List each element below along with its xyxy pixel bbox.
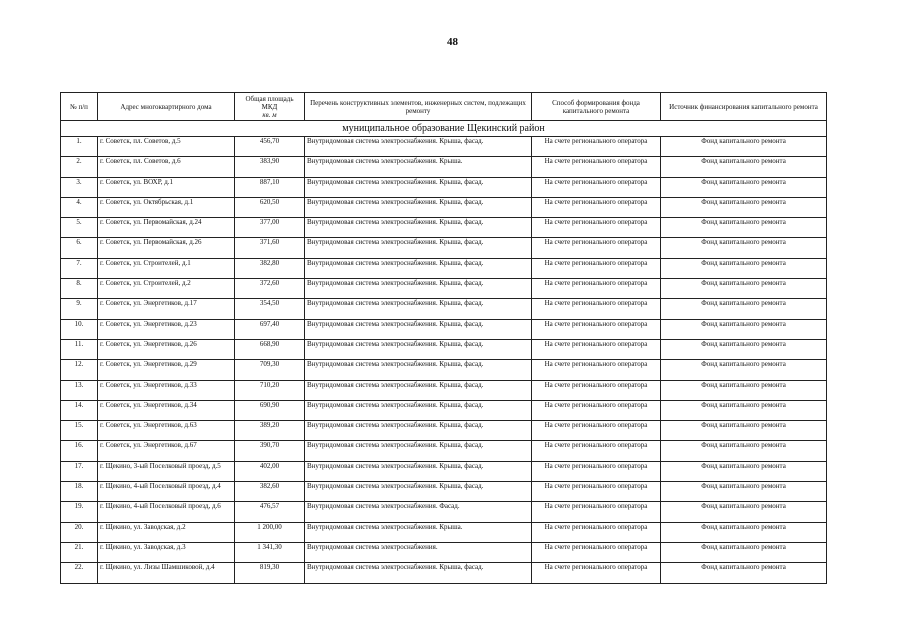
- row-address: г. Советск, ул. Энергетиков, д.29: [98, 360, 235, 380]
- row-method: На счете регионального оператора: [532, 279, 661, 299]
- row-method: На счете регионального оператора: [532, 218, 661, 238]
- table-body: [61, 121, 827, 584]
- row-area: 476,57: [235, 502, 305, 522]
- row-num: 16.: [61, 441, 98, 461]
- row-area: 354,50: [235, 299, 305, 319]
- row-num: 6.: [61, 238, 98, 258]
- row-method: На счете регионального оператора: [532, 542, 661, 562]
- row-method: На счете регионального оператора: [532, 441, 661, 461]
- row-num: 22.: [61, 563, 98, 583]
- region-row: [61, 121, 827, 137]
- table-row: [61, 522, 827, 542]
- row-address: г. Советск, ул. Энергетиков, д.23: [98, 319, 235, 339]
- row-num: 1.: [61, 137, 98, 157]
- row-num: 5.: [61, 218, 98, 238]
- row-num: 13.: [61, 380, 98, 400]
- row-area: 390,70: [235, 441, 305, 461]
- repair-table: [60, 92, 827, 584]
- row-elements: Внутридомовая система электроснабжения. Крыша, фасад.: [305, 299, 532, 319]
- row-address: г. Щекино, 4-ый Поселковый проезд, д.6: [98, 502, 235, 522]
- row-area: 887,10: [235, 177, 305, 197]
- row-elements: Внутридомовая система электроснабжения. Крыша, фасад.: [305, 197, 532, 217]
- row-address: г. Щекино, ул. Лизы Шамшиковой, д.4: [98, 563, 235, 583]
- row-method: На счете регионального оператора: [532, 360, 661, 380]
- row-num: 18.: [61, 482, 98, 502]
- row-num: 15.: [61, 421, 98, 441]
- row-num: 12.: [61, 360, 98, 380]
- table-row: [61, 218, 827, 238]
- row-address: г. Советск, ул. Энергетиков, д.26: [98, 339, 235, 359]
- row-elements: Внутридомовая система электроснабжения. Крыша, фасад.: [305, 177, 532, 197]
- row-num: 14.: [61, 400, 98, 420]
- row-address: г. Советск, ул. Энергетиков, д.17: [98, 299, 235, 319]
- row-source: Фонд капитального ремонта: [661, 400, 827, 420]
- table-row: [61, 258, 827, 278]
- row-source: Фонд капитального ремонта: [661, 157, 827, 177]
- row-elements: Внутридомовая система электроснабжения. Крыша, фасад.: [305, 339, 532, 359]
- row-address: г. Советск, ул. ВОХР, д.1: [98, 177, 235, 197]
- row-elements: Внутридомовая система электроснабжения. Фасад.: [305, 502, 532, 522]
- row-method: На счете регионального оператора: [532, 197, 661, 217]
- row-area: 1 200,00: [235, 522, 305, 542]
- table-header-row: [61, 93, 827, 121]
- region-title: муниципальное образование Щекинский район: [61, 121, 827, 137]
- table-row: [61, 238, 827, 258]
- row-elements: Внутридомовая система электроснабжения. Крыша, фасад.: [305, 421, 532, 441]
- row-area: 1 341,30: [235, 542, 305, 562]
- row-source: Фонд капитального ремонта: [661, 542, 827, 562]
- table-row: [61, 137, 827, 157]
- table-row: [61, 279, 827, 299]
- table-row: [61, 461, 827, 481]
- row-address: г. Советск, ул. Октябрьская, д.1: [98, 197, 235, 217]
- row-num: 20.: [61, 522, 98, 542]
- row-elements: Внутридомовая система электроснабжения. Крыша, фасад.: [305, 400, 532, 420]
- row-source: Фонд капитального ремонта: [661, 339, 827, 359]
- row-num: 3.: [61, 177, 98, 197]
- row-source: Фонд капитального ремонта: [661, 421, 827, 441]
- table-row: [61, 157, 827, 177]
- row-elements: Внутридомовая система электроснабжения. Крыша, фасад.: [305, 441, 532, 461]
- row-elements: Внутридомовая система электроснабжения. Крыша, фасад.: [305, 279, 532, 299]
- row-elements: Внутридомовая система электроснабжения. Крыша, фасад.: [305, 319, 532, 339]
- header-elements: Перечень конструктивных элементов, инженерных систем, подлежащих ремонту: [305, 93, 532, 121]
- header-source: Источник финансирования капитального ремонта: [661, 93, 827, 121]
- row-elements: Внутридомовая система электроснабжения. Крыша.: [305, 157, 532, 177]
- row-num: 8.: [61, 279, 98, 299]
- row-elements: Внутридомовая система электроснабжения. Крыша, фасад.: [305, 238, 532, 258]
- row-method: На счете регионального оператора: [532, 400, 661, 420]
- row-area: 697,40: [235, 319, 305, 339]
- table-row: [61, 299, 827, 319]
- row-num: 11.: [61, 339, 98, 359]
- row-source: Фонд капитального ремонта: [661, 299, 827, 319]
- row-elements: Внутридомовая система электроснабжения. Крыша, фасад.: [305, 563, 532, 583]
- table-row: [61, 197, 827, 217]
- row-method: На счете регионального оператора: [532, 482, 661, 502]
- row-area: 371,60: [235, 238, 305, 258]
- row-source: Фонд капитального ремонта: [661, 441, 827, 461]
- row-source: Фонд капитального ремонта: [661, 482, 827, 502]
- row-area: 709,30: [235, 360, 305, 380]
- row-method: На счете регионального оператора: [532, 238, 661, 258]
- row-method: На счете регионального оператора: [532, 563, 661, 583]
- table-row: [61, 380, 827, 400]
- table-row: [61, 177, 827, 197]
- row-address: г. Советск, ул. Энергетиков, д.63: [98, 421, 235, 441]
- row-num: 2.: [61, 157, 98, 177]
- row-area: 377,00: [235, 218, 305, 238]
- row-address: г. Советск, ул. Энергетиков, д.67: [98, 441, 235, 461]
- row-area: 383,90: [235, 157, 305, 177]
- row-address: г. Советск, ул. Первомайская, д.26: [98, 238, 235, 258]
- row-address: г. Советск, ул. Энергетиков, д.33: [98, 380, 235, 400]
- row-area: 372,60: [235, 279, 305, 299]
- row-area: 389,20: [235, 421, 305, 441]
- row-source: Фонд капитального ремонта: [661, 380, 827, 400]
- row-method: На счете регионального оператора: [532, 137, 661, 157]
- row-source: Фонд капитального ремонта: [661, 360, 827, 380]
- page-number: 48: [447, 36, 458, 48]
- row-method: На счете регионального оператора: [532, 421, 661, 441]
- table-row: [61, 339, 827, 359]
- row-address: г. Советск, пл. Советов, д.5: [98, 137, 235, 157]
- header-method: Способ формирования фонда капитального ремонта: [532, 93, 661, 121]
- row-address: г. Щекино, 4-ый Поселковый проезд, д.4: [98, 482, 235, 502]
- row-source: Фонд капитального ремонта: [661, 502, 827, 522]
- row-num: 10.: [61, 319, 98, 339]
- row-address: г. Советск, ул. Строителей, д.1: [98, 258, 235, 278]
- row-method: На счете регионального оператора: [532, 319, 661, 339]
- row-method: На счете регионального оператора: [532, 339, 661, 359]
- row-num: 17.: [61, 461, 98, 481]
- row-elements: Внутридомовая система электроснабжения. Крыша, фасад.: [305, 380, 532, 400]
- row-area: 620,50: [235, 197, 305, 217]
- row-source: Фонд капитального ремонта: [661, 522, 827, 542]
- row-elements: Внутридомовая система электроснабжения. Крыша, фасад.: [305, 482, 532, 502]
- header-area-label: Общая площадь МКД: [245, 94, 294, 111]
- row-method: На счете регионального оператора: [532, 502, 661, 522]
- table-row: [61, 482, 827, 502]
- row-address: г. Советск, пл. Советов, д.6: [98, 157, 235, 177]
- row-method: На счете регионального оператора: [532, 380, 661, 400]
- row-source: Фонд капитального ремонта: [661, 563, 827, 583]
- row-area: 456,70: [235, 137, 305, 157]
- row-method: На счете регионального оператора: [532, 157, 661, 177]
- row-address: г. Щекино, ул. Заводская, д.3: [98, 542, 235, 562]
- row-area: 402,00: [235, 461, 305, 481]
- row-num: 19.: [61, 502, 98, 522]
- header-area-unit: кв. м: [262, 110, 277, 119]
- row-source: Фонд капитального ремонта: [661, 197, 827, 217]
- row-num: 21.: [61, 542, 98, 562]
- row-elements: Внутридомовая система электроснабжения.: [305, 542, 532, 562]
- row-elements: Внутридомовая система электроснабжения. Крыша, фасад.: [305, 360, 532, 380]
- row-area: 668,90: [235, 339, 305, 359]
- row-method: На счете регионального оператора: [532, 258, 661, 278]
- row-source: Фонд капитального ремонта: [661, 461, 827, 481]
- row-method: На счете регионального оператора: [532, 299, 661, 319]
- row-elements: Внутридомовая система электроснабжения. Крыша, фасад.: [305, 461, 532, 481]
- row-elements: Внутридомовая система электроснабжения. Крыша, фасад.: [305, 218, 532, 238]
- row-source: Фонд капитального ремонта: [661, 279, 827, 299]
- table-row: [61, 400, 827, 420]
- row-num: 9.: [61, 299, 98, 319]
- row-area: 690,90: [235, 400, 305, 420]
- row-source: Фонд капитального ремонта: [661, 177, 827, 197]
- header-num: № п/п: [61, 93, 98, 121]
- row-method: На счете регионального оператора: [532, 522, 661, 542]
- row-num: 4.: [61, 197, 98, 217]
- table-row: [61, 502, 827, 522]
- header-address: Адрес многоквартирного дома: [98, 93, 235, 121]
- row-method: На счете регионального оператора: [532, 177, 661, 197]
- row-address: г. Щекино, ул. Заводская, д.2: [98, 522, 235, 542]
- table-row: [61, 319, 827, 339]
- row-source: Фонд капитального ремонта: [661, 258, 827, 278]
- row-source: Фонд капитального ремонта: [661, 319, 827, 339]
- row-num: 7.: [61, 258, 98, 278]
- row-area: 382,80: [235, 258, 305, 278]
- table-row: [61, 421, 827, 441]
- table-row: [61, 360, 827, 380]
- table-row: [61, 441, 827, 461]
- row-address: г. Советск, ул. Первомайская, д.24: [98, 218, 235, 238]
- row-elements: Внутридомовая система электроснабжения. Крыша, фасад.: [305, 258, 532, 278]
- row-elements: Внутридомовая система электроснабжения. Крыша.: [305, 522, 532, 542]
- row-source: Фонд капитального ремонта: [661, 137, 827, 157]
- row-source: Фонд капитального ремонта: [661, 218, 827, 238]
- row-elements: Внутридомовая система электроснабжения. Крыша, фасад.: [305, 137, 532, 157]
- table-row: [61, 542, 827, 562]
- row-address: г. Советск, ул. Строителей, д.2: [98, 279, 235, 299]
- table-row: [61, 563, 827, 583]
- header-area: [235, 93, 305, 121]
- row-address: г. Щекино, 3-ый Поселковый проезд, д.5: [98, 461, 235, 481]
- row-method: На счете регионального оператора: [532, 461, 661, 481]
- row-address: г. Советск, ул. Энергетиков, д.34: [98, 400, 235, 420]
- row-area: 710,20: [235, 380, 305, 400]
- row-area: 382,60: [235, 482, 305, 502]
- row-source: Фонд капитального ремонта: [661, 238, 827, 258]
- row-area: 819,30: [235, 563, 305, 583]
